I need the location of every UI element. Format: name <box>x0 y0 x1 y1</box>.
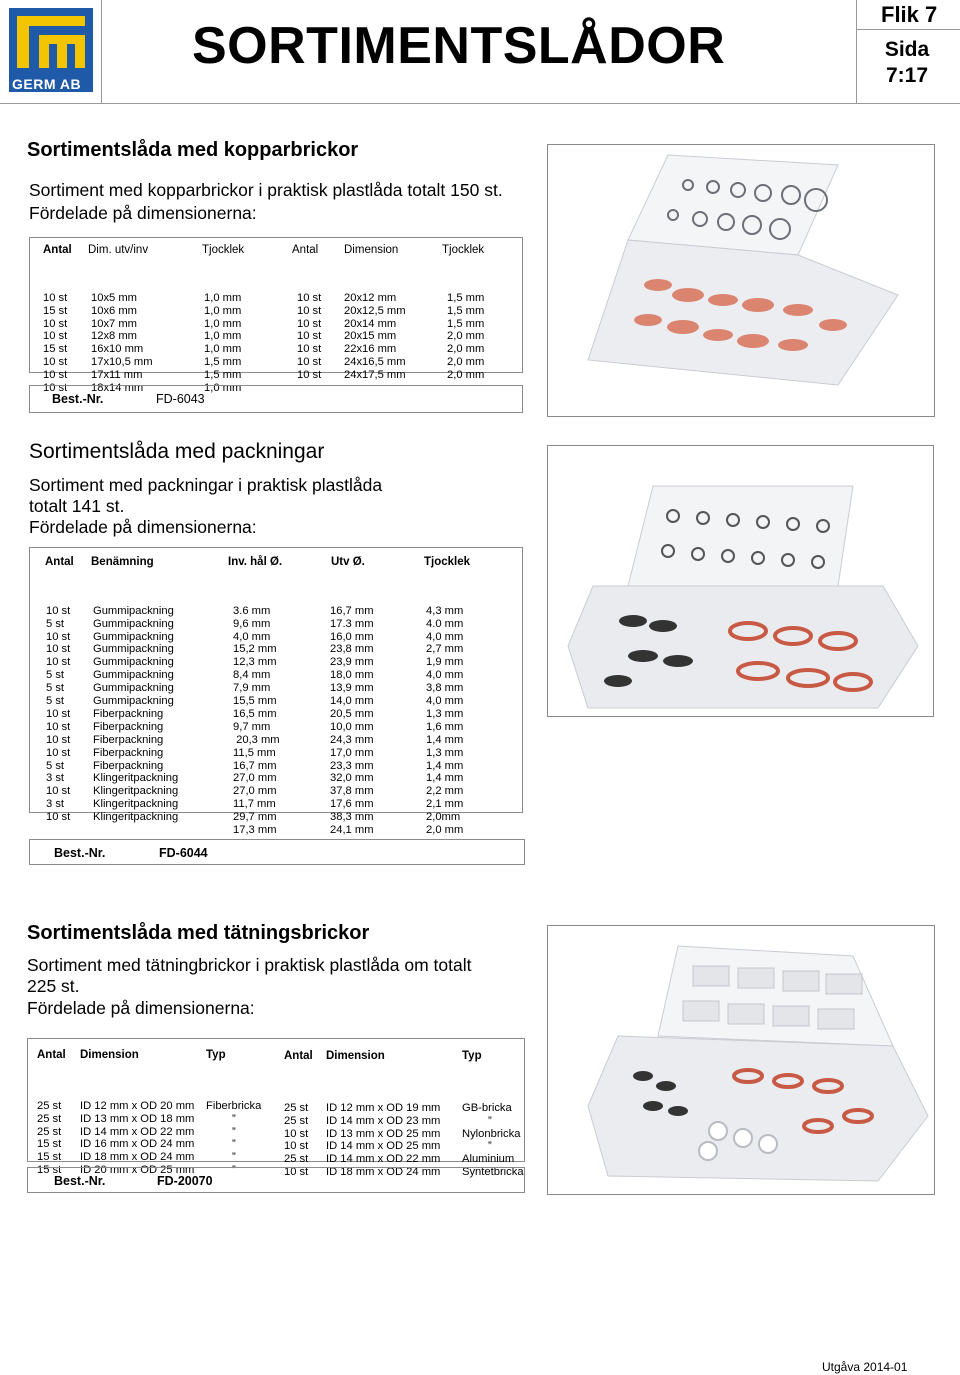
cell: 1,0 mm <box>204 330 242 343</box>
cell: ” <box>488 1114 492 1127</box>
cell: 3,8 mm <box>426 682 464 695</box>
cell: 5 st <box>46 695 65 708</box>
cell: 10 st <box>297 343 322 356</box>
cell: 10x5 mm <box>91 291 138 304</box>
cell: 20,5 mm <box>330 707 374 720</box>
cell: 2,0 mm <box>447 369 485 382</box>
cell: 27,0 mm <box>233 785 277 798</box>
cell: 10 st <box>46 733 71 746</box>
section2-title: Sortimentslåda med packningar <box>29 440 325 463</box>
cell: 17x11 mm <box>91 369 143 382</box>
cell: 22x16 mm <box>344 343 397 356</box>
flik-box <box>856 0 960 30</box>
cell: 2,0 mm <box>447 356 485 369</box>
cell: ID 13 mm x OD 18 mm <box>80 1112 195 1125</box>
section3-table <box>27 1038 525 1179</box>
cell: 3 st <box>46 798 65 811</box>
s2-tjock <box>426 579 463 863</box>
cell: 5 st <box>46 669 65 682</box>
cell: 2,0 mm <box>447 343 485 356</box>
copper-box-image <box>548 145 934 416</box>
cell: 23,3 mm <box>330 759 374 772</box>
cell: 17x10,5 mm <box>91 356 153 369</box>
cell: ID 14 mm x OD 23 mm <box>326 1114 441 1127</box>
section2-order-number <box>29 839 525 865</box>
cell: ID 18 mm x OD 24 mm <box>80 1151 195 1164</box>
cell: 16,0 mm <box>330 630 374 643</box>
cell: 10 st <box>43 356 68 369</box>
cell: Gummipackning <box>93 682 174 695</box>
cell: 4,0 mm <box>426 695 464 708</box>
cell: 1,5 mm <box>447 304 485 317</box>
cell: 29,7 mm <box>233 811 277 824</box>
cell: 11,7 mm <box>233 798 276 811</box>
cell: ID 20 mm x OD 25 mm <box>80 1164 195 1177</box>
cell: Gummipackning <box>93 604 174 617</box>
cell: 25 st <box>37 1112 62 1125</box>
cell: 16x10 mm <box>91 343 144 356</box>
cell: ID 12 mm x OD 20 mm <box>80 1099 195 1112</box>
cell: 15,2 mm <box>233 643 277 656</box>
cell: 24,3 mm <box>330 733 374 746</box>
cell: 10 st <box>284 1140 309 1153</box>
cell: 32,0 mm <box>330 772 374 785</box>
section3-intro-2: 225 st. <box>27 976 80 996</box>
cell: 2,2 mm <box>426 785 464 798</box>
cell: 10 st <box>46 604 71 617</box>
cell: 1,3 mm <box>426 746 464 759</box>
cell: 2,7 mm <box>426 643 464 656</box>
cell: Fiberpackning <box>93 746 164 759</box>
cell: 15 st <box>37 1151 62 1164</box>
cell: 1,0 mm <box>204 343 242 356</box>
section3-title: Sortimentslåda med tätningsbrickor <box>27 922 370 944</box>
cell: ID 14 mm x OD 25 mm <box>326 1140 441 1153</box>
cell: 4,0 mm <box>233 630 271 643</box>
cell: 4,0 mm <box>426 669 464 682</box>
cell: 24x17,5 mm <box>344 369 406 382</box>
cell: 16,7 mm <box>233 759 277 772</box>
cell: ” <box>488 1140 492 1153</box>
cell: 1,0 mm <box>204 291 242 304</box>
cell: 25 st <box>284 1101 309 1114</box>
sida-box <box>856 30 960 104</box>
th-tjocklek: Tjocklek <box>424 556 471 568</box>
cell: 10 st <box>46 643 71 656</box>
washer-box-image <box>548 926 934 1194</box>
cell: 10 st <box>43 291 68 304</box>
cell: 1,0 mm <box>204 382 242 395</box>
cell: 10 st <box>46 630 71 643</box>
th-dimension: Dimension <box>80 1049 139 1061</box>
cell: 20x12,5 mm <box>344 304 406 317</box>
sida-label: Sida <box>884 38 930 61</box>
cell: 10 st <box>43 382 68 395</box>
page-title: SORTIMENTSLÅDOR <box>192 17 726 75</box>
cell: 1,5 mm <box>204 356 242 369</box>
th-antal-2: Antal <box>292 244 319 256</box>
cell: 5 st <box>46 682 65 695</box>
cell: Klingeritpackning <box>93 811 179 824</box>
th-inv: Inv. hål Ø. <box>228 556 283 568</box>
cell: 3.6 mm <box>233 604 271 617</box>
logo-text: GERM AB <box>12 76 82 92</box>
cell: ” <box>232 1164 236 1177</box>
s2-inv <box>233 579 280 863</box>
cell: 13,9 mm <box>330 682 374 695</box>
th-antal: Antal <box>43 244 72 256</box>
section1-intro-2: Fördelade på dimensionerna: <box>29 203 257 223</box>
cell: 10 st <box>297 356 322 369</box>
cell: 1,5 mm <box>447 291 485 304</box>
th-typ: Typ <box>206 1049 226 1061</box>
cell: 2,0 mm <box>426 823 464 836</box>
cell: 1,6 mm <box>426 720 464 733</box>
cell: 12x8 mm <box>91 330 138 343</box>
cell: 10 st <box>43 330 68 343</box>
cell: Gummipackning <box>93 669 174 682</box>
sida-number: 7:17 <box>885 64 929 87</box>
cell: 12,3 mm <box>233 656 277 669</box>
cell: Gummipackning <box>93 656 174 669</box>
cell: 9,6 mm <box>233 617 271 630</box>
th-antal-2: Antal <box>284 1050 313 1062</box>
cell: Aluminium <box>462 1153 515 1166</box>
cell: ” <box>232 1112 236 1125</box>
section3-intro-3: Fördelade på dimensionerna: <box>27 998 255 1018</box>
cell: ” <box>232 1125 236 1138</box>
logo-box <box>0 0 102 104</box>
section2-table <box>29 547 523 836</box>
cell: 24x16,5 mm <box>344 356 406 369</box>
cell: 10x6 mm <box>91 304 138 317</box>
cell: ” <box>232 1138 236 1151</box>
cell: ID 12 mm x OD 19 mm <box>326 1101 441 1114</box>
cell: 10 st <box>297 291 322 304</box>
section2-intro-2: totalt 141 st. <box>29 496 125 516</box>
cell: 25 st <box>284 1153 309 1166</box>
cell: 17,6 mm <box>330 798 374 811</box>
cell: 14,0 mm <box>330 695 374 708</box>
cell: 10 st <box>297 369 322 382</box>
cell: 38,3 mm <box>330 811 374 824</box>
cell: 18x14 mm <box>91 382 144 395</box>
cell: 10,0 mm <box>330 720 374 733</box>
cell: Fiberpackning <box>93 707 164 720</box>
cell: 10 st <box>46 746 71 759</box>
th-typ-2: Typ <box>462 1050 482 1062</box>
cell: 7,9 mm <box>233 682 271 695</box>
s2-benamning <box>93 579 178 850</box>
cell: Klingeritpackning <box>93 772 179 785</box>
cell: 1,0 mm <box>204 304 242 317</box>
section2-intro-3: Fördelade på dimensionerna: <box>29 517 257 537</box>
cell: 2,0mm <box>426 811 461 824</box>
cell: Syntetbricka <box>462 1166 524 1179</box>
section1-intro-1: Sortiment med kopparbrickor i praktisk plastlåda totalt 150 st. <box>29 180 503 200</box>
cell: 15 st <box>43 343 68 356</box>
cell: 1,4 mm <box>426 772 464 785</box>
cell: Gummipackning <box>93 643 174 656</box>
cell: 2,0 mm <box>447 330 485 343</box>
cell: 1,3 mm <box>426 707 464 720</box>
cell: Fiberbricka <box>206 1099 262 1112</box>
cell: 9,7 mm <box>233 720 271 733</box>
section1-order-number <box>29 385 523 413</box>
cell: GB-bricka <box>462 1101 512 1114</box>
cell: 1,9 mm <box>426 656 464 669</box>
cell: 20x15 mm <box>344 330 397 343</box>
edition-footer: Utgåva 2014-01 <box>822 1360 908 1374</box>
th-dim: Dim. utv/inv <box>88 244 149 256</box>
cell: 17.3 mm <box>330 617 374 630</box>
s2-utv <box>330 579 374 863</box>
cell: 4,3 mm <box>426 604 464 617</box>
cell: ID 14 mm x OD 22 mm <box>326 1153 441 1166</box>
section2-intro-1: Sortiment med packningar i praktisk plastlåda <box>29 475 383 495</box>
cell: 25 st <box>37 1099 62 1112</box>
cell: 10 st <box>297 304 322 317</box>
section3-intro-1: Sortiment med tätningbrickor i praktisk plastlåda om totalt <box>27 955 472 975</box>
cell: Fiberpackning <box>93 733 164 746</box>
th-utv: Utv Ø. <box>331 556 365 568</box>
cell: ID 14 mm x OD 22 mm <box>80 1125 195 1138</box>
cell: 20x12 mm <box>344 291 397 304</box>
gasket-box-image <box>548 446 933 716</box>
cell: 10 st <box>284 1127 309 1140</box>
section3-product-photo <box>547 925 935 1195</box>
cell: 8,4 mm <box>233 669 271 682</box>
cell: 16,7 mm <box>330 604 374 617</box>
cell: 17,3 mm <box>233 823 277 836</box>
th-dimension-2: Dimension <box>326 1050 385 1062</box>
cell: Gummipackning <box>93 630 174 643</box>
cell: 24,1 mm <box>330 823 374 836</box>
cell: 10 st <box>297 330 322 343</box>
cell: 27,0 mm <box>233 772 277 785</box>
s2-antal <box>46 579 70 850</box>
cell: 10 st <box>297 317 322 330</box>
cell: ID 18 mm x OD 24 mm <box>326 1166 441 1179</box>
cell: 15 st <box>37 1164 62 1177</box>
cell: Klingeritpackning <box>93 798 179 811</box>
cell: 23,8 mm <box>330 643 374 656</box>
cell: ” <box>232 1151 236 1164</box>
flik-label: Flik 7 <box>881 2 938 27</box>
cell: 37,8 mm <box>330 785 374 798</box>
best-label: Best.-Nr. <box>54 1174 106 1188</box>
best-label: Best.-Nr. <box>54 846 106 860</box>
section1-title: Sortimentslåda med kopparbrickor <box>27 139 359 161</box>
th-tjocklek: Tjocklek <box>202 244 245 256</box>
best-nr: FD-6043 <box>156 392 205 406</box>
cell: 17,0 mm <box>330 746 374 759</box>
cell: ID 16 mm x OD 24 mm <box>80 1138 195 1151</box>
cell: 10x7 mm <box>91 317 138 330</box>
cell: 10 st <box>46 707 71 720</box>
cell: 4,0 mm <box>426 630 464 643</box>
cell: 1,4 mm <box>426 759 464 772</box>
cell: 10 st <box>43 369 68 382</box>
cell: 5 st <box>46 759 65 772</box>
best-nr: FD-6044 <box>159 846 208 860</box>
section2-product-photo <box>547 445 934 717</box>
cell: Klingeritpackning <box>93 785 179 798</box>
cell: 10 st <box>46 811 71 824</box>
cell: Fiberpackning <box>93 759 164 772</box>
cell: 11,5 mm <box>233 746 276 759</box>
cell: 20x14 mm <box>344 317 397 330</box>
cell: 1,5 mm <box>447 317 485 330</box>
cell: 25 st <box>37 1125 62 1138</box>
th-dimension-2: Dimension <box>344 244 399 256</box>
cell: Gummipackning <box>93 695 174 708</box>
cell: 15 st <box>37 1138 62 1151</box>
cell: 10 st <box>46 720 71 733</box>
cell: 5 st <box>46 617 65 630</box>
cell: 10 st <box>46 785 71 798</box>
th-benamning: Benämning <box>91 556 154 568</box>
section1-product-photo <box>547 144 935 417</box>
cell: 25 st <box>284 1114 309 1127</box>
cell: Gummipackning <box>93 617 174 630</box>
th-antal: Antal <box>37 1049 66 1061</box>
cell: 10 st <box>43 317 68 330</box>
cell: 10 st <box>46 656 71 669</box>
section3-order-number <box>27 1167 525 1193</box>
best-nr: FD-20070 <box>157 1174 213 1188</box>
cell: ID 13 mm x OD 25 mm <box>326 1127 441 1140</box>
cell: 16,5 mm <box>233 707 277 720</box>
cell: 23,9 mm <box>330 656 374 669</box>
cell: 1,4 mm <box>426 733 464 746</box>
cell: 4.0 mm <box>426 617 464 630</box>
th-tjocklek-2: Tjocklek <box>442 244 485 256</box>
cell: 15 st <box>43 304 68 317</box>
cell: 2,1 mm <box>426 798 464 811</box>
section1-table <box>29 237 523 395</box>
cell: Nylonbricka <box>462 1127 521 1140</box>
cell: 3 st <box>46 772 65 785</box>
best-label: Best.-Nr. <box>52 392 104 406</box>
cell: 10 st <box>284 1166 309 1179</box>
cell: 15,5 mm <box>233 695 277 708</box>
cell: 1,0 mm <box>204 317 242 330</box>
th-antal: Antal <box>45 556 74 568</box>
cell: Fiberpackning <box>93 720 164 733</box>
cell: 20,3 mm <box>233 733 280 746</box>
cell: 1,5 mm <box>204 369 242 382</box>
cell: 18,0 mm <box>330 669 374 682</box>
